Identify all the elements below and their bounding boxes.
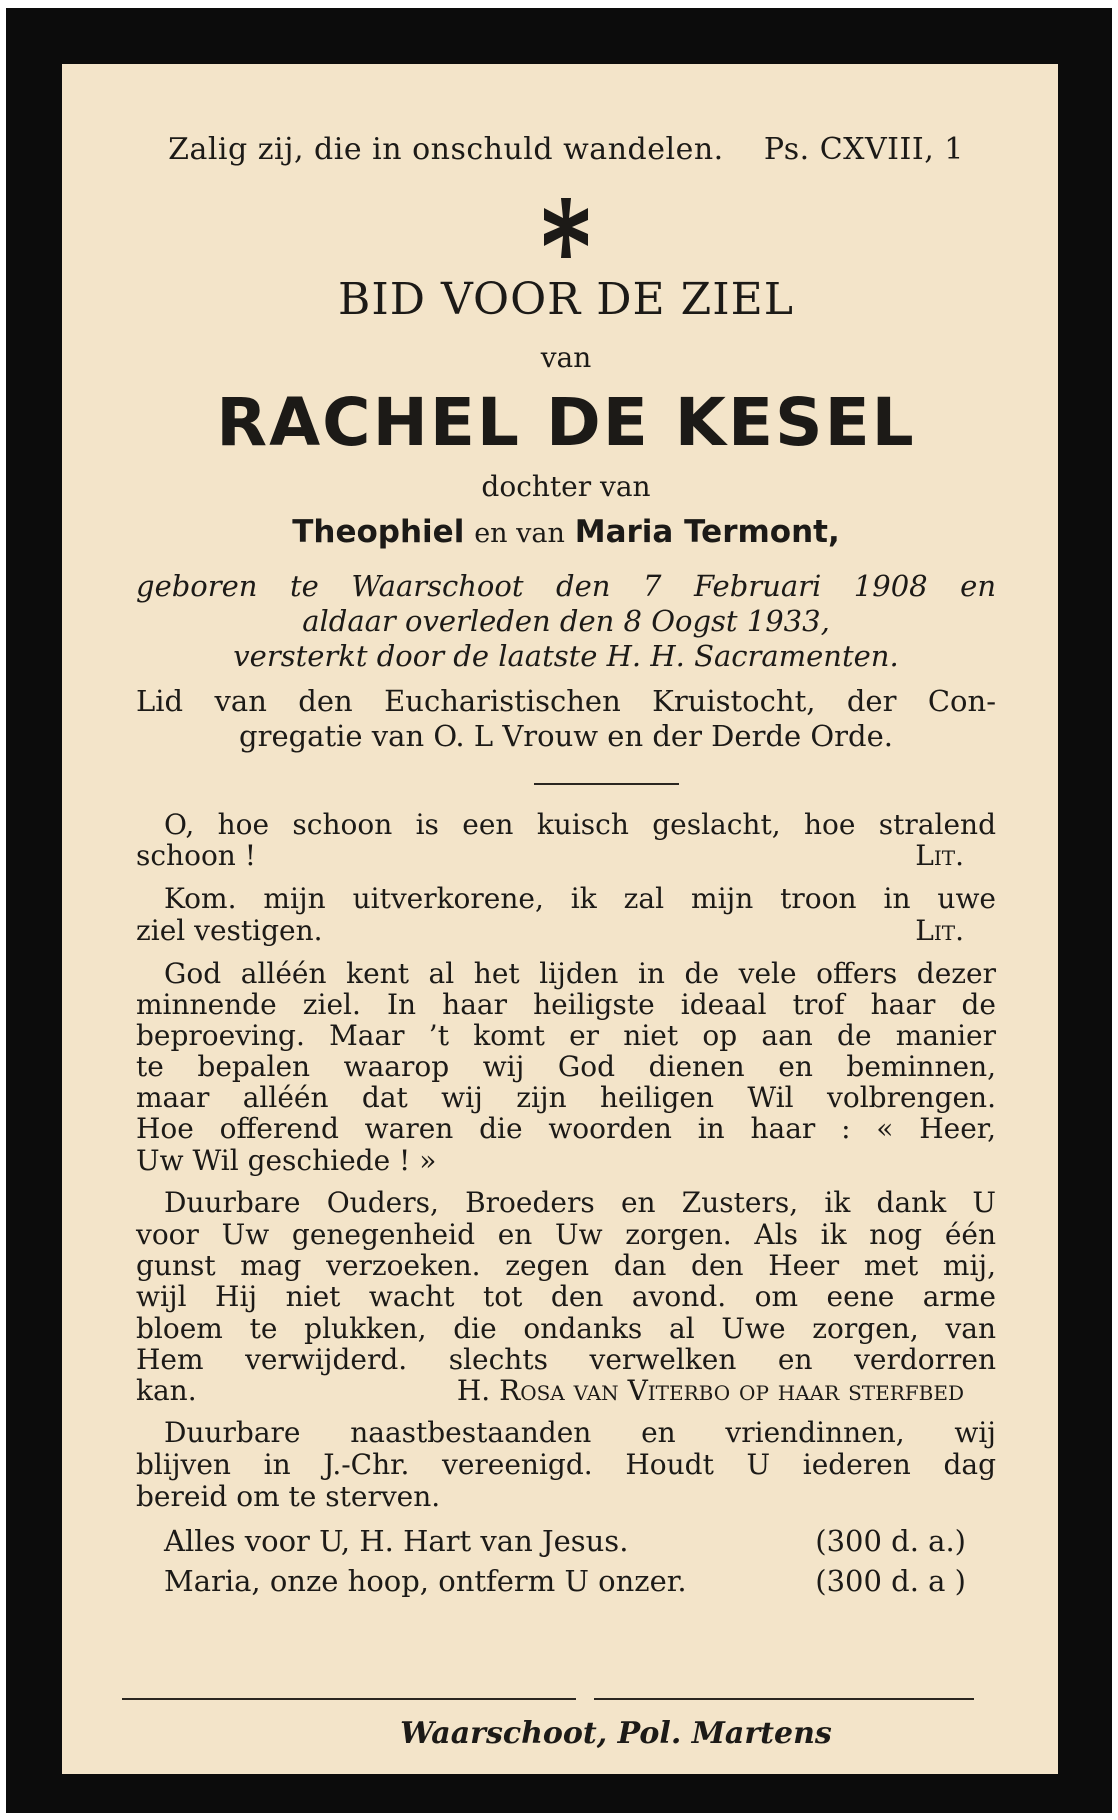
quote-1-line-2 [136, 839, 996, 872]
body-line: bereid om te sterven. [136, 1480, 441, 1513]
body-line: Uw Wil geschiede ! » [136, 1144, 437, 1177]
body-line: gunst mag verzoeken. zegen dan den Heer met mij, [136, 1249, 996, 1282]
quote-1-end: schoon ! [136, 839, 256, 872]
mother-name: Maria Termont, [574, 514, 840, 550]
death-line: aldaar overleden den 8 Oogst 1933, [302, 604, 830, 638]
body-line: wijl Hij niet wacht tot den avond. om eene arme [136, 1280, 996, 1313]
dochter-label: dochter van [481, 470, 651, 503]
quote-2-ref: Lit. [915, 914, 964, 947]
membership-line-1: Lid van den Eucharistischen Kruistocht, der Con- [136, 684, 996, 718]
prayer-indulgence: (300 d. a.) [815, 1524, 966, 1558]
body-line: maar alléén dat wij zijn heiligen Wil volbrengen. [136, 1081, 996, 1114]
en-van-label: en van [474, 518, 565, 549]
body-line: God alléén kent al het lijden in de vele offers dezer [164, 957, 996, 990]
deceased-name: RACHEL DE KESEL [216, 384, 916, 461]
membership-line-2: gregatie van O. L Vrouw en der Derde Orde. [239, 719, 893, 753]
divider [534, 783, 679, 785]
body-line: Duurbare naastbestaanden en vriendinnen, wij [164, 1416, 996, 1449]
footer-divider-right [594, 1698, 974, 1700]
body-line: beproeving. Maar ’t komt er niet op aan de manier [136, 1019, 996, 1052]
body-line: Hem verwijderd. slechts verwelken en verdorren [136, 1343, 996, 1376]
body-line-signature [136, 1374, 996, 1407]
cross-icon [534, 194, 598, 262]
body-line: Duurbare Ouders, Broeders en Zusters, ik dank U [164, 1186, 996, 1219]
birth-line: geboren te Waarschoot den 7 Februari 1908 en [136, 569, 996, 603]
prayer-heading: BID VOOR DE ZIEL [338, 274, 794, 325]
body-line-end: kan. [136, 1374, 197, 1407]
printer-line: Waarschoot, Pol. Martens [400, 1716, 832, 1751]
motto: Zalig zij, die in onschuld wandelen. [168, 132, 724, 167]
motto-ref: Ps. CXVIII, 1 [763, 132, 964, 167]
prayer-text: Alles voor U, H. Hart van Jesus. [164, 1524, 629, 1558]
card-paper [62, 64, 1058, 1774]
quote-2-line-2 [136, 914, 996, 947]
body-line: minnende ziel. In haar heiligste ideaal trof haar de [136, 988, 996, 1021]
body-line: Hoe offerend waren die woorden in haar : « Heer, [136, 1112, 996, 1145]
motto-line [136, 132, 996, 167]
body-line: bloem te plukken, die ondanks al Uwe zorgen, van [136, 1312, 996, 1345]
quote-2-line-1: Kom. mijn uitverkorene, ik zal mijn troon in uwe [164, 882, 996, 915]
prayer-text: Maria, onze hoop, ontferm U onzer. [164, 1564, 687, 1598]
memorial-card [6, 8, 1112, 1813]
prayer-indulgence: (300 d. a ) [815, 1564, 966, 1598]
parents-line [136, 514, 996, 550]
father-name: Theophiel [292, 514, 465, 550]
body-line: voor Uw genegenheid en Uw zorgen. Als ik nog één [136, 1218, 996, 1251]
body-line: blijven in J.-Chr. vereenigd. Houdt U iederen dag [136, 1448, 996, 1481]
footer-divider-left [122, 1698, 576, 1700]
body-line: te bepalen waarop wij God dienen en beminnen, [136, 1050, 996, 1083]
quote-1-ref: Lit. [915, 839, 964, 872]
van-label: van [540, 341, 592, 374]
quote-1-line-1: O, hoe schoon is een kuisch geslacht, hoe stralend [164, 808, 996, 841]
sacraments-line: versterkt door de laatste H. H. Sacramenten. [233, 639, 899, 673]
quote-2-end: ziel vestigen. [136, 914, 323, 947]
quote-attribution: H. Rosa van Viterbo op haar sterfbed [456, 1374, 964, 1407]
